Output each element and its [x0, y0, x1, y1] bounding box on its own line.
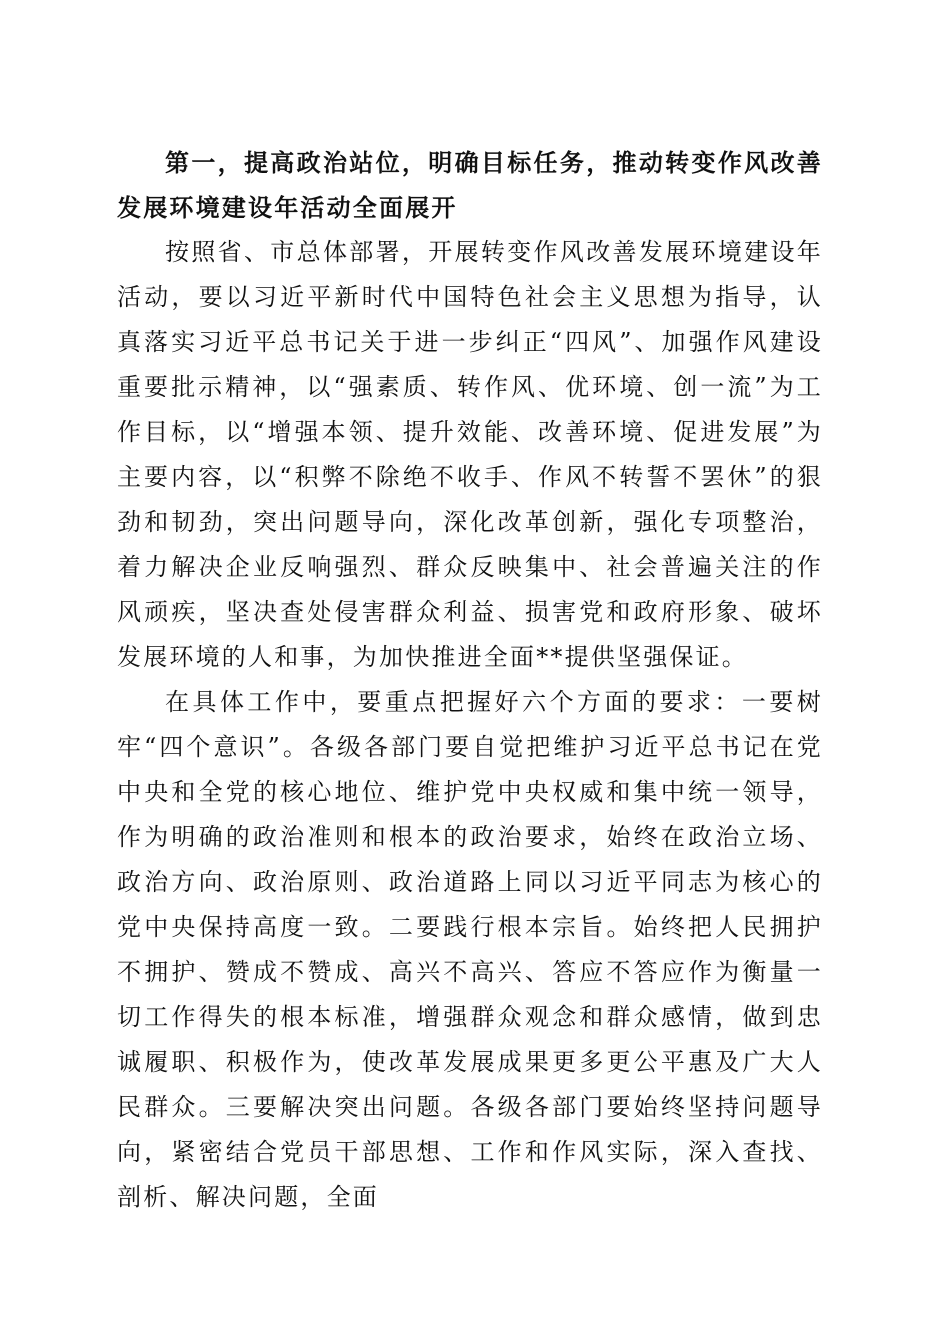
paragraph-2: 在具体工作中，要重点把握好六个方面的要求：一要树牢“四个意识”。各级各部门要自觉把维护习近平总书记在党中央和全党的核心地位、维护党中央权威和集中统一领导，作为明确的政治准则和根本的政治要求，始终在政治立场、政治方向、政治原则、政治道路上同以习近平同志为核心的党中央保持高度一致。二要践行根本宗旨。始终把人民拥护不拥护、赞成不赞成、高兴不高兴、答应不答应作为衡量一切工作得失的根本标准，增强群众观念和群众感情，做到忠诚履职、积极作为，使改革发展成果更多更公平惠及广大人民群众。三要解决突出问题。各级各部门要始终坚持问题导向，紧密结合党员干部思想、工作和作风实际，深入查找、剖析、解决问题，全面 [117, 688, 823, 1211]
document-body [117, 140, 823, 1220]
paragraph-1: 按照省、市总体部署，开展转变作风改善发展环境建设年活动，要以习近平新时代中国特色社会主义思想为指导，认真落实习近平总书记关于进一步纠正“四风”、加强作风建设重要批示精神，以“强素质、转作风、优环境、创一流”为工作目标，以“增强本领、提升效能、改善环境、促进发展”为主要内容，以“积弊不除绝不收手、作风不转誓不罢休”的狠劲和韧劲，突出问题导向，深化改革创新，强化专项整治，着力解决企业反响强烈、群众反映集中、社会普遍关注的作风顽疾，坚决查处侵害群众利益、损害党和政府形象、破坏发展环境的人和事，为加快推进全面**提供坚强保证。 [117, 238, 823, 671]
section-heading: 第一，提高政治站位，明确目标任务，推动转变作风改善发展环境建设年活动全面展开 [117, 148, 823, 222]
